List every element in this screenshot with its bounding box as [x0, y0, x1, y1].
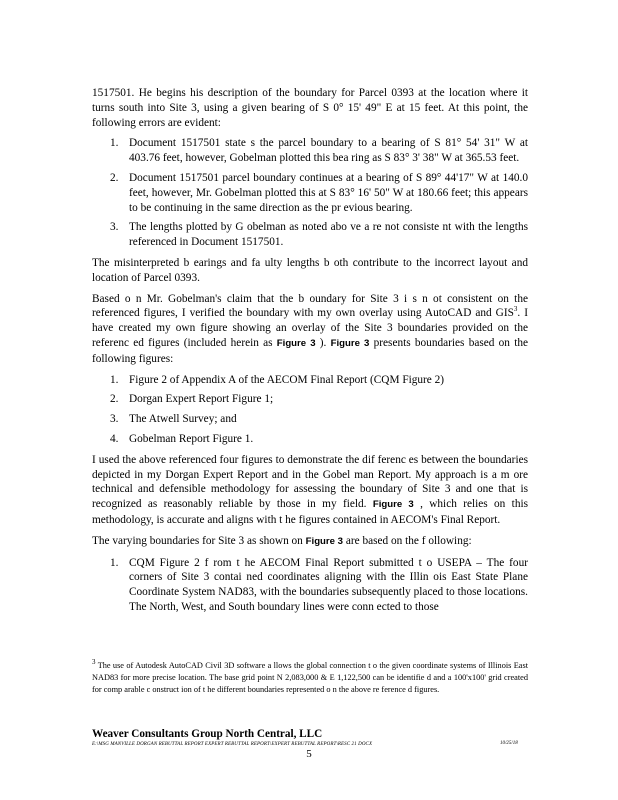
- paragraph-varying: The varying boundaries for Site 3 as shown on Figure 3 are based on the f ollowing:: [92, 534, 472, 547]
- footer-company: Weaver Consultants Group North Central, LLC: [92, 728, 323, 740]
- error-list: [92, 136, 528, 250]
- figure-ref: Figure 3: [276, 337, 316, 349]
- footnote-ref[interactable]: 3: [513, 305, 518, 314]
- list-item: 2. Document 1517501 parcel boundary continues at a bearing of S 89° 44'17" W at 140.0 feet, however, Mr. Gobelman plotted this at S 83° 16' 50" W at 180.66 feet; this appears to be continuing in the same direction as the pr evious bearing.: [110, 171, 528, 214]
- footnote-marker: 3: [92, 658, 96, 667]
- paragraph-overlay: Based o n Mr. Gobelman's claim that the b oundary for Site 3 i s n ot consistent on the referenced figures, I verified the boundary with my own overlay using AutoCAD and GIS$^3$. I have created my own figure showing an overlay of the Site 3 boundaries provided on the referenc ed figures (included herein as Figure 3 ). Figure 3 presents boundaries based on the following figures:: [92, 292, 529, 365]
- footnote-divider: [92, 654, 242, 655]
- figure-ref: Figure 3: [372, 499, 414, 511]
- list-item: 3. The Atwell Survey; and: [110, 413, 237, 426]
- figure-ref: Figure 3: [330, 337, 370, 349]
- footnote: $^3$ The use of Autodesk AutoCAD Civil 3D software a llows the global connection t o the given coordinate systems of Illinois East NAD83 for more precise location. The base grid point N 2,083,000 & E 1,122,500 can be identifie d and a 100'x100' grid created for comp arable c onstruct ion of t he different boundaries represented o n the above re ference d figures.: [92, 658, 528, 694]
- list-item: 1. Figure 2 of Appendix A of the AECOM Final Report (CQM Figure 2): [110, 373, 445, 386]
- list-item: 1. CQM Figure 2 f rom t he AECOM Final Report submitted t o USEPA – The four corners of Site 3 contai ned coordinates aligning with the Illin ois East State Plane Coordinate System NAD83, with the boundaries subsequently placed to those locations. The North, West, and South boundary lines were conn ected to those: [110, 556, 528, 613]
- paragraph-misinterpreted: The misinterpreted b earings and fa ulty lengths b oth contribute to the incorrect layout and location of Parcel 0393.: [92, 256, 528, 284]
- footer-file-path: E:\MSG MANVILLE DORGAN REBUTTAL REPORT EXPERT REBUTTAL REPORT\EXPERT REBUTTAL REPORT\RESC 21 DOCX: [92, 742, 373, 747]
- main-body: [92, 86, 528, 621]
- page-number: 5: [306, 748, 312, 760]
- paragraph-intro: 1517501. He begins his description of the boundary for Parcel 0393 at the location where it turns south into Site 3, using a given bearing of S 0° 15' 49" E at 15 feet. At this point, the following errors are evident:: [92, 87, 528, 129]
- list-item: 1. Document 1517501 state s the parcel boundary to a bearing of S 81° 54' 31" W at 403.76 feet, however, Gobelman plotted this bea ring as S 83° 3' 38" W at 365.53 feet.: [110, 137, 528, 165]
- figure-list: [92, 373, 528, 447]
- paragraph-methodology: I used the above referenced four figures to demonstrate the dif ferenc es between the boundaries depicted in my Dorgan Expert Report and in the Gobel man Report. My approach is a m ore technical and defensible methodology for assessing the boundary of Site 3 and one that is recognized as reasonably reliable by those in my field. Figure 3 , which relies on this methodology, is accurate and aligns with t he figures contained in AECOM's Final Report.: [92, 453, 529, 526]
- basis-list: [92, 556, 528, 615]
- list-item: 3. The lengths plotted by G obelman as noted abo ve a re not consiste nt with the lengths referenced in Document 1517501.: [110, 221, 528, 249]
- list-item: 4. Gobelman Report Figure 1.: [110, 432, 254, 445]
- list-item: 2. Dorgan Expert Report Figure 1;: [110, 393, 274, 406]
- figure-ref: Figure 3: [305, 535, 343, 547]
- footer-date: 10/25/18: [500, 741, 518, 746]
